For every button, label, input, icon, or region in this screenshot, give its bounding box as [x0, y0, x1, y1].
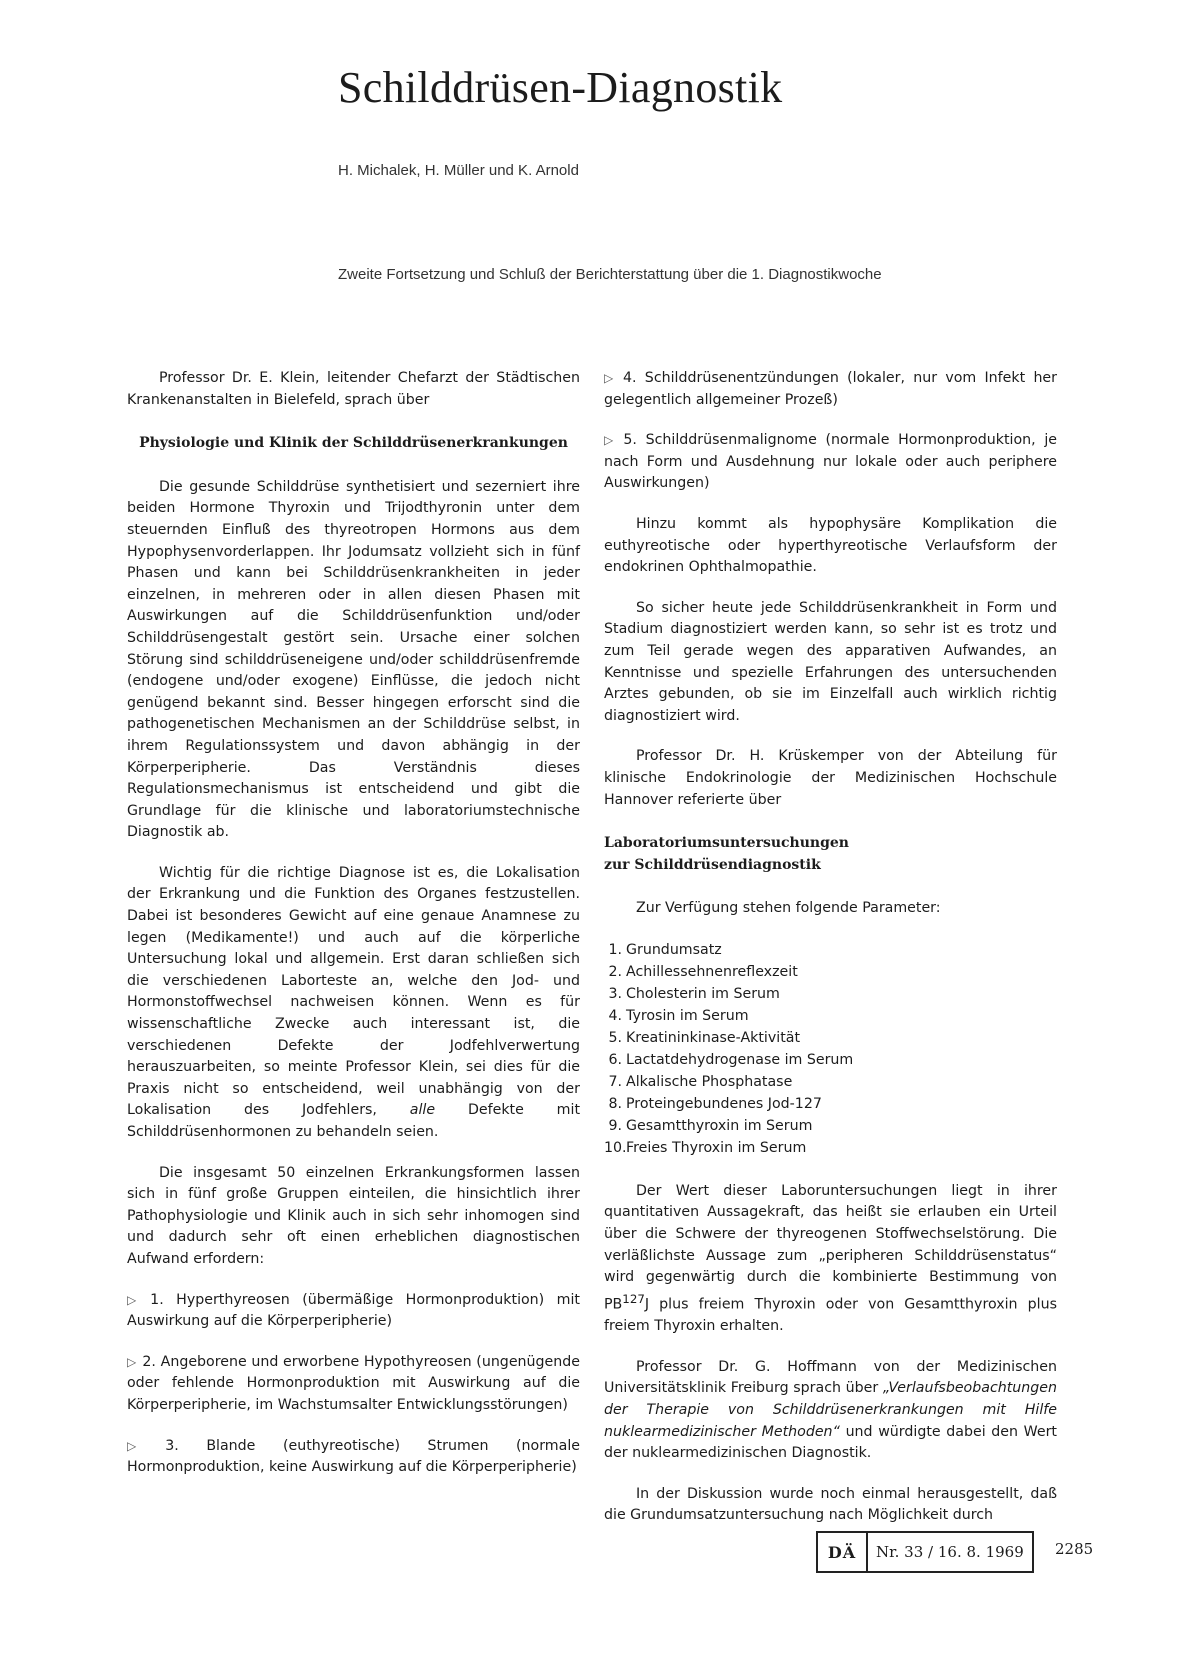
text-span: Wichtig für die richtige Diagnose ist es, die Lokalisation der Erkrankung und die Funktion des Organes festzustellen. Dabei ist besonderes Gewicht auf eine genaue Anamnese zu legen (Medikamente!) und auch auf die körperliche Untersuchung lokal und allgemein. Erst daran schließen sich die verschiedenen Laborteste an, welche den Jod- und Hormonstoffwechsel nachweisen können. Wenn es für wissenschaftliche Zwecke auch interessant ist, die verschiedenen Defekte der Jodfehlverwertung herauszuarbeiten, so meinte Professor Klein, sei dies für die Praxis nicht so entscheidend, weil unabhängig von der Lokalisation des Jodfehlers,: [127, 864, 580, 1119]
list-item-text: 2. Angeborene und erworbene Hypothyreosen (ungenügende oder fehlende Hormonproduktion mit Auswirkung auf die Körperperipherie, im Wachstumsalter Entwicklungsstörungen): [127, 1353, 580, 1413]
list-item-group-1: [127, 1290, 580, 1333]
list-item-label: Achillessehnenreflexzeit: [626, 963, 798, 980]
triangle-bullet-icon: ▷: [604, 371, 617, 385]
paragraph: So sicher heute jede Schilddrüsenkrankheit in Form und Stadium diagnostiziert werden kann, so sehr ist es trotz und zum Teil gerade wegen des apparativen Aufwandes, an Kenntnisse und spezielle Erfahrungen des untersuchenden Arztes gebunden, ob sie im Einzelfall auch wirklich richtig diagnostiziert wird.: [604, 599, 1057, 724]
page-number: 2285: [1055, 1540, 1094, 1558]
list-item-label: Cholesterin im Serum: [626, 985, 780, 1002]
emphasis-text: alle: [409, 1102, 436, 1119]
journal-logo: DÄ: [818, 1533, 868, 1571]
list-number: 3.: [608, 985, 622, 1002]
paragraph: [604, 1357, 1057, 1465]
text-span: Der Wert dieser Laboruntersuchungen liegt in ihrer quantitativen Aussagekraft, das heißt sie erlauben ein Urteil über die Schwere der thyreogenen Stoffwechselstörung. Die verläßlichste Aussage zum „peripheren Schilddrüsenstatus“ wird gegenwärtig durch die kombinierte Bestimmung von PB: [604, 1182, 1057, 1313]
paragraph: Die insgesamt 50 einzelnen Erkrankungsformen lassen sich in fünf große Gruppen einteilen, die hinsichtlich ihrer Pathophysiologie und Klinik auch in sich sehr inhomogen sind und dadurch sehr oft einen erheblichen diagnostischen Aufwand erfordern:: [127, 1164, 580, 1267]
list-number: 2.: [608, 963, 622, 980]
left-column: [127, 368, 580, 1498]
list-number: 6.: [608, 1051, 622, 1068]
list-number: 4.: [608, 1007, 622, 1024]
parameter-list: [604, 939, 1057, 1159]
list-number: 7.: [608, 1073, 622, 1090]
paragraph: Hinzu kommt als hypophysäre Komplikation die euthyreotische oder hyperthyreotische Verlaufsform der endokrinen Ophthalmopathie.: [604, 515, 1057, 576]
issue-info: Nr. 33 / 16. 8. 1969: [876, 1543, 1024, 1561]
list-number: 8.: [608, 1095, 622, 1112]
list-item: [604, 1049, 1057, 1071]
list-item: [604, 961, 1057, 983]
right-column: [604, 368, 1057, 1546]
triangle-bullet-icon: ▷: [127, 1438, 160, 1453]
heading-line: zur Schilddrüsendiagnostik: [604, 856, 821, 873]
list-item: [604, 1027, 1057, 1049]
list-item: [604, 1093, 1057, 1115]
authors-line: H. Michalek, H. Müller und K. Arnold: [338, 162, 579, 179]
list-number: 5.: [608, 1029, 622, 1046]
section-heading-physiologie: Physiologie und Klinik der Schilddrüsenerkrankungen: [139, 435, 568, 452]
list-item: [604, 1115, 1057, 1137]
list-number: 1.: [608, 941, 622, 958]
heading-line: Laboratoriumsuntersuchungen: [604, 835, 849, 852]
list-item-label: Freies Thyroxin im Serum: [626, 1139, 807, 1156]
text-span: Defekte mit Schilddrüsenhormonen zu behandeln seien.: [127, 1102, 581, 1140]
list-item-text: 5. Schilddrüsenmalignome (normale Hormonproduktion, je nach Form und Ausdehnung nur lokale oder auch periphere Auswirkungen): [604, 432, 1057, 492]
params-intro: Zur Verfügung stehen folgende Parameter:: [636, 900, 941, 917]
list-item-group-4: [604, 368, 1057, 411]
list-item-group-2: [127, 1352, 580, 1417]
list-item: [604, 1005, 1057, 1027]
paragraph: [604, 1181, 1057, 1338]
list-number: 9.: [608, 1117, 622, 1134]
triangle-bullet-icon: ▷: [604, 433, 618, 448]
list-item: [604, 1071, 1057, 1093]
list-item-label: Lactatdehydrogenase im Serum: [626, 1051, 854, 1068]
list-item-label: Grundumsatz: [626, 941, 722, 958]
list-item-label: Alkalische Phosphatase: [626, 1073, 793, 1090]
paragraph: Professor Dr. H. Krüskemper von der Abteilung für klinische Endokrinologie der Medizinischen Hochschule Hannover referierte über: [604, 748, 1057, 808]
paragraph: In der Diskussion wurde noch einmal herausgestellt, daß die Grundumsatzuntersuchung nach Möglichkeit durch: [604, 1485, 1057, 1524]
triangle-bullet-icon: ▷: [127, 1354, 137, 1369]
paragraph: Die gesunde Schilddrüse synthetisiert und sezerniert ihre beiden Hormone Thyroxin und Trijodthyronin unter dem steuernden Einfluß des thyreotropen Hormons aus dem Hypophysenvorderlappen. Ihr Jodumsatz vollzieht sich in fünf Phasen und kann bei Schilddrüsenkrankheiten in jeder einzelnen, in mehreren oder in allen diesen Phasen mit Auswirkungen auf die Schilddrüsenfunktion und/oder Schilddrüsengestalt gestört sein. Ursache einer solchen Störung sind schilddrüseneigene und/oder schilddrüsenfremde (endogene und/oder exogene) Einflüsse, die jedoch nicht genügend bekannt sind. Besser hingegen erforscht sind die pathogenetischen Mechanismen an der Schilddrüse selbst, in ihrem Regulationssystem und davon abhängig in der Körperperipherie. Das Verständnis dieses Regulationsmechanismus ist entscheidend und gibt die Grundlage für die klinische und laboratoriumstechnische Diagnostik ab.: [127, 478, 580, 841]
list-item-text: 3. Blande (euthyreotische) Strumen (normale Hormonproduktion, keine Auswirkung auf die Körperperipherie): [127, 1437, 580, 1476]
journal-footer-box: [816, 1531, 1034, 1573]
list-item-label: Gesamtthyroxin im Serum: [626, 1117, 813, 1134]
list-item-label: Proteingebundenes Jod-127: [626, 1095, 822, 1112]
list-item-group-3: [127, 1436, 580, 1479]
list-item: [604, 1137, 1057, 1159]
list-item-text: 4. Schilddrüsenentzündungen (lokaler, nur vom Infekt her gelegentlich allgemeiner Prozeß): [604, 370, 1057, 408]
superscript-text: 127: [622, 1291, 645, 1306]
section-heading-labor: [604, 833, 1057, 876]
paragraph: [127, 863, 580, 1144]
emphasis-text: „Verlaufsbeobachtungen der Therapie von Schilddrüsenerkrankungen mit Hilfe nuklearmedizinischer Methoden“: [604, 1380, 1058, 1440]
text-span: J plus freiem Thyroxin oder von Gesamtthyroxin plus freiem Thyroxin erhalten.: [604, 1296, 1057, 1335]
text-span: und würdigte dabei den Wert der nuklearmedizinischen Diagnostik.: [604, 1423, 1057, 1462]
list-item-label: Tyrosin im Serum: [626, 1007, 749, 1024]
list-item-text: 1. Hyperthyreosen (übermäßige Hormonproduktion) mit Auswirkung auf die Körperperipherie): [127, 1291, 580, 1330]
text-span: Professor Dr. G. Hoffmann von der Medizinischen Universitätsklinik Freiburg sprach über: [604, 1358, 1057, 1397]
article-subtitle: Zweite Fortsetzung und Schluß der Berichterstattung über die 1. Diagnostikwoche: [338, 266, 882, 283]
list-item: [604, 939, 1057, 961]
list-item-label: Kreatininkinase-Aktivität: [626, 1029, 801, 1046]
intro-paragraph: Professor Dr. E. Klein, leitender Chefarzt der Städtischen Krankenanstalten in Bielefeld, sprach über: [127, 370, 580, 408]
article-title: Schilddrüsen-Diagnostik: [338, 63, 783, 112]
list-item-group-5: [604, 430, 1057, 495]
triangle-bullet-icon: ▷: [127, 1292, 145, 1307]
list-number: 10.: [604, 1139, 627, 1156]
list-item: [604, 983, 1057, 1005]
